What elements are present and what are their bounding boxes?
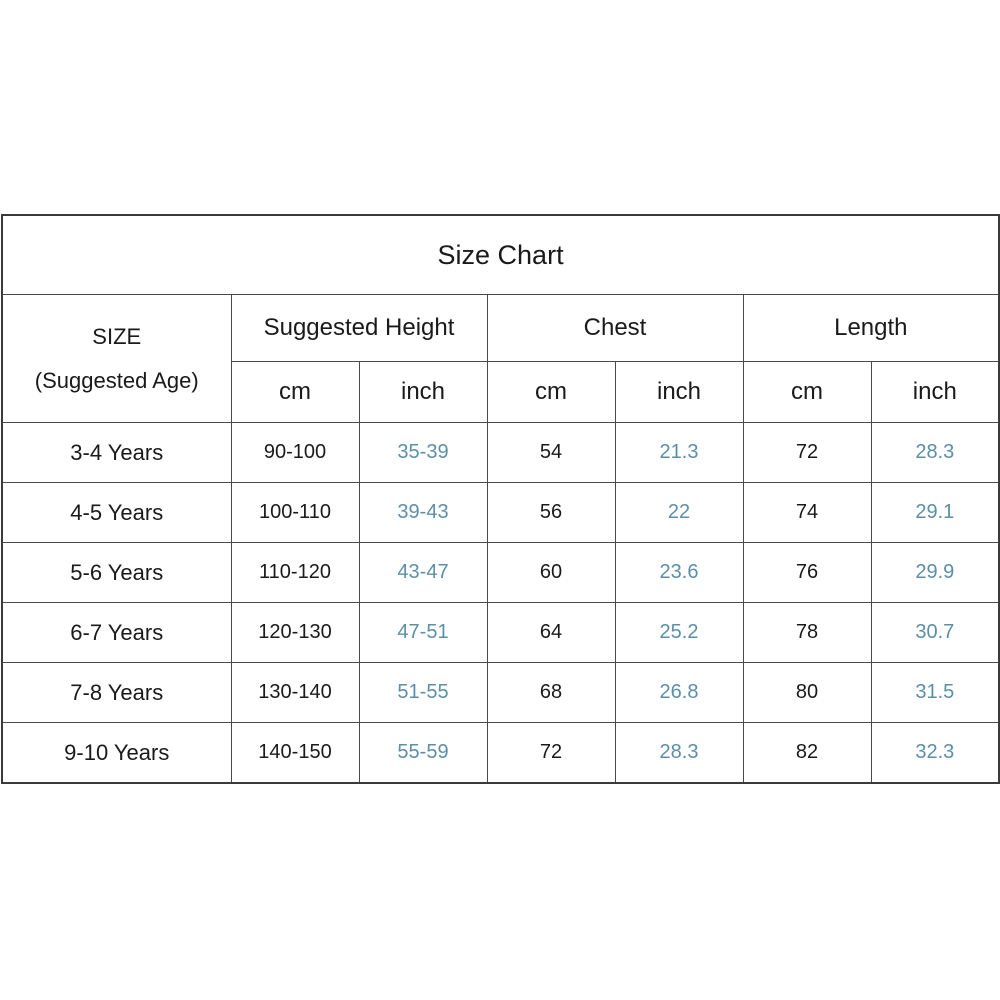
length-inch-cell: 31.5 (871, 663, 999, 723)
suggested-age-label: (Suggested Age) (34, 367, 199, 393)
chest-cm-cell: 56 (487, 483, 615, 543)
table-row (2, 423, 999, 483)
chest-inch-cell: 25.2 (615, 603, 743, 663)
table-title: Size Chart (2, 215, 999, 295)
height-inch-cell: 35-39 (359, 423, 487, 483)
size-header-label: SIZE (92, 323, 142, 349)
length-cm-cell: 80 (743, 663, 871, 723)
chest-cm-cell: 64 (487, 603, 615, 663)
height-inch-cell: 51-55 (359, 663, 487, 723)
length-inch-cell: 29.1 (871, 483, 999, 543)
chest-cm-unit-header: cm (487, 362, 615, 423)
length-header: Length (743, 295, 999, 362)
table-row (2, 543, 999, 603)
height-inch-unit-header: inch (359, 362, 487, 423)
length-inch-cell: 30.7 (871, 603, 999, 663)
size-cell: 5-6 Years (2, 543, 231, 603)
table-row (2, 663, 999, 723)
size-column-header (2, 295, 231, 423)
height-cm-cell: 100-110 (231, 483, 359, 543)
height-cm-cell: 110-120 (231, 543, 359, 603)
height-cm-cell: 140-150 (231, 723, 359, 784)
chest-cm-cell: 60 (487, 543, 615, 603)
height-cm-cell: 90-100 (231, 423, 359, 483)
table-row (2, 603, 999, 663)
size-cell: 7-8 Years (2, 663, 231, 723)
chest-cm-cell: 68 (487, 663, 615, 723)
size-cell: 4-5 Years (2, 483, 231, 543)
chest-inch-cell: 21.3 (615, 423, 743, 483)
length-cm-cell: 72 (743, 423, 871, 483)
table-row (2, 723, 999, 784)
length-cm-cell: 74 (743, 483, 871, 543)
length-inch-cell: 28.3 (871, 423, 999, 483)
height-inch-cell: 43-47 (359, 543, 487, 603)
size-chart-table (1, 214, 1000, 784)
height-inch-cell: 39-43 (359, 483, 487, 543)
length-cm-cell: 82 (743, 723, 871, 784)
chest-inch-unit-header: inch (615, 362, 743, 423)
length-inch-unit-header: inch (871, 362, 999, 423)
chest-inch-cell: 22 (615, 483, 743, 543)
height-cm-cell: 130-140 (231, 663, 359, 723)
length-inch-cell: 32.3 (871, 723, 999, 784)
length-cm-cell: 76 (743, 543, 871, 603)
height-cm-unit-header: cm (231, 362, 359, 423)
table-row (2, 483, 999, 543)
suggested-height-header: Suggested Height (231, 295, 487, 362)
chest-inch-cell: 23.6 (615, 543, 743, 603)
length-cm-unit-header: cm (743, 362, 871, 423)
chest-cm-cell: 72 (487, 723, 615, 784)
height-inch-cell: 55-59 (359, 723, 487, 784)
height-cm-cell: 120-130 (231, 603, 359, 663)
length-inch-cell: 29.9 (871, 543, 999, 603)
size-cell: 3-4 Years (2, 423, 231, 483)
length-cm-cell: 78 (743, 603, 871, 663)
height-inch-cell: 47-51 (359, 603, 487, 663)
size-cell: 6-7 Years (2, 603, 231, 663)
size-cell: 9-10 Years (2, 723, 231, 784)
chest-inch-cell: 26.8 (615, 663, 743, 723)
chest-header: Chest (487, 295, 743, 362)
chest-inch-cell: 28.3 (615, 723, 743, 784)
chest-cm-cell: 54 (487, 423, 615, 483)
